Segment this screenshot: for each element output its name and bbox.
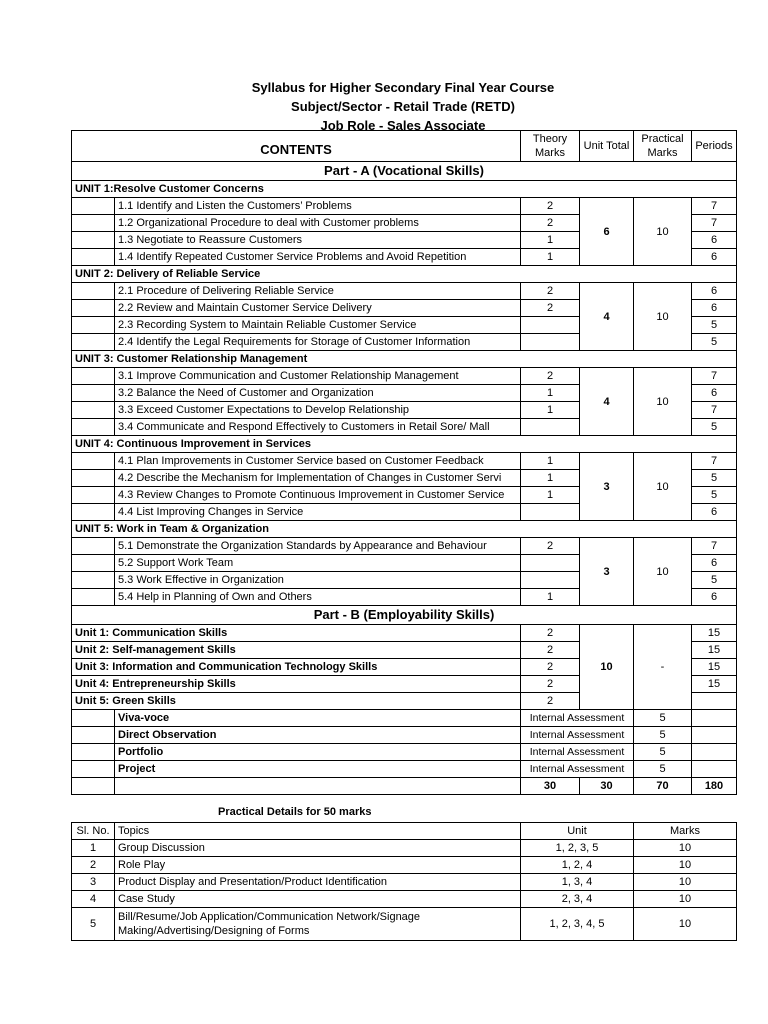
periods: 6 — [692, 385, 737, 402]
assessment-row — [72, 744, 737, 761]
topic-name: 3.1 Improve Communication and Customer Relationship Management — [115, 368, 521, 385]
unit-total-header: Unit Total — [580, 131, 634, 162]
theory-marks: 1 — [521, 487, 580, 504]
indent-cell — [72, 385, 115, 402]
unit-total: 4 — [580, 283, 634, 351]
practical-marks-value: 10 — [634, 874, 737, 891]
practical-row — [72, 857, 737, 874]
indent-cell — [72, 283, 115, 300]
practical-marks: 10 — [634, 538, 692, 606]
practical-marks: 10 — [634, 453, 692, 521]
theory-marks: 2 — [521, 538, 580, 555]
theory-marks: 2 — [521, 642, 580, 659]
sl-no: 1 — [72, 840, 115, 857]
indent-cell — [72, 778, 115, 795]
topic-name: 2.1 Procedure of Delivering Reliable Service — [115, 283, 521, 300]
unit-total: 6 — [580, 198, 634, 266]
topic-name: 5.3 Work Effective in Organization — [115, 572, 521, 589]
topic-name: 2.4 Identify the Legal Requirements for Storage of Customer Information — [115, 334, 521, 351]
theory-marks: 1 — [521, 249, 580, 266]
practical-details-caption: Practical Details for 50 marks — [218, 806, 372, 818]
practical-marks-value: 10 — [634, 891, 737, 908]
indent-cell — [72, 710, 115, 727]
topic-name: 5.2 Support Work Team — [115, 555, 521, 572]
practical-row — [72, 874, 737, 891]
periods: 5 — [692, 470, 737, 487]
practical-topic: Product Display and Presentation/Product Identification — [115, 874, 521, 891]
empty-cell — [692, 744, 737, 761]
indent-cell — [72, 198, 115, 215]
part-a-title-row — [72, 162, 737, 181]
unit-heading: UNIT 3: Customer Relationship Management — [72, 351, 737, 368]
periods: 7 — [692, 198, 737, 215]
sl-no: 3 — [72, 874, 115, 891]
periods: 7 — [692, 368, 737, 385]
theory-marks: 2 — [521, 625, 580, 642]
periods: 7 — [692, 402, 737, 419]
indent-cell — [72, 317, 115, 334]
assessment-name: Viva-voce — [115, 710, 521, 727]
practical-unit: 1, 2, 3, 5 — [521, 840, 634, 857]
periods: 7 — [692, 453, 737, 470]
assessment-marks: 5 — [634, 727, 692, 744]
indent-cell — [72, 470, 115, 487]
theory-marks: 2 — [521, 198, 580, 215]
indent-cell — [72, 300, 115, 317]
theory-marks: 1 — [521, 385, 580, 402]
periods: 6 — [692, 504, 737, 521]
topic-name: 3.4 Communicate and Respond Effectively to Customers in Retail Sore/ Mall — [115, 419, 521, 436]
practical-marks-value: 10 — [634, 857, 737, 874]
indent-cell — [72, 334, 115, 351]
title-line-2: Subject/Sector - Retail Trade (RETD) — [291, 99, 515, 114]
practical-topic: Case Study — [115, 891, 521, 908]
unit-total: 3 — [580, 538, 634, 606]
topics-header: Topics — [115, 823, 521, 840]
topic-row — [72, 453, 737, 470]
practical-marks: 10 — [634, 198, 692, 266]
header-row — [72, 131, 737, 162]
totals-row — [72, 778, 737, 795]
indent-cell — [72, 419, 115, 436]
practical-marks-header: Practical Marks — [634, 131, 692, 162]
theory-marks: 2 — [521, 283, 580, 300]
total-theory: 30 — [521, 778, 580, 795]
sl-no: 2 — [72, 857, 115, 874]
title-line-3: Job Role - Sales Associate — [320, 118, 486, 133]
practical-marks: - — [634, 625, 692, 710]
theory-marks — [521, 555, 580, 572]
assessment-row — [72, 727, 737, 744]
unit-heading: UNIT 2: Delivery of Reliable Service — [72, 266, 737, 283]
practical-row — [72, 840, 737, 857]
topic-name: 4.3 Review Changes to Promote Continuous Improvement in Customer Service — [115, 487, 521, 504]
theory-marks-header: Theory Marks — [521, 131, 580, 162]
empty-cell — [692, 727, 737, 744]
theory-marks: 2 — [521, 693, 580, 710]
indent-cell — [72, 232, 115, 249]
periods: 6 — [692, 283, 737, 300]
unit-heading-row — [72, 351, 737, 368]
assessment-name: Project — [115, 761, 521, 778]
assessment-marks: 5 — [634, 761, 692, 778]
assessment-type: Internal Assessment — [521, 727, 634, 744]
assessment-row — [72, 710, 737, 727]
indent-cell — [72, 761, 115, 778]
part-a-title: Part - A (Vocational Skills) — [72, 162, 737, 181]
periods: 15 — [692, 659, 737, 676]
title-line-1: Syllabus for Higher Secondary Final Year Course — [251, 80, 555, 95]
topic-name: 1.4 Identify Repeated Customer Service Problems and Avoid Repetition — [115, 249, 521, 266]
topic-name: 1.2 Organizational Procedure to deal with Customer problems — [115, 215, 521, 232]
topic-name: 5.4 Help in Planning of Own and Others — [115, 589, 521, 606]
total-practical: 70 — [634, 778, 692, 795]
periods: 6 — [692, 232, 737, 249]
theory-marks — [521, 419, 580, 436]
practical-topic: Group Discussion — [115, 840, 521, 857]
topic-name: 3.2 Balance the Need of Customer and Organization — [115, 385, 521, 402]
unit-heading-row — [72, 436, 737, 453]
theory-marks: 1 — [521, 589, 580, 606]
periods: 5 — [692, 572, 737, 589]
periods: 15 — [692, 642, 737, 659]
periods: 6 — [692, 555, 737, 572]
employability-unit-row — [72, 625, 737, 642]
assessment-marks: 5 — [634, 744, 692, 761]
unit-total: 3 — [580, 453, 634, 521]
indent-cell — [72, 504, 115, 521]
document-title-block — [0, 78, 768, 135]
theory-marks — [521, 334, 580, 351]
theory-marks: 1 — [521, 470, 580, 487]
practical-unit: 1, 2, 4 — [521, 857, 634, 874]
indent-cell — [72, 572, 115, 589]
periods: 5 — [692, 317, 737, 334]
topic-row — [72, 283, 737, 300]
topic-name: 2.2 Review and Maintain Customer Service Delivery — [115, 300, 521, 317]
indent-cell — [72, 727, 115, 744]
employability-unit-name: Unit 2: Self-management Skills — [72, 642, 521, 659]
theory-marks: 2 — [521, 215, 580, 232]
topic-name: 2.3 Recording System to Maintain Reliable Customer Service — [115, 317, 521, 334]
unit-header: Unit — [521, 823, 634, 840]
theory-marks: 1 — [521, 232, 580, 249]
theory-marks: 2 — [521, 676, 580, 693]
topic-name: 4.4 List Improving Changes in Service — [115, 504, 521, 521]
contents-header: CONTENTS — [72, 131, 521, 162]
periods: 7 — [692, 538, 737, 555]
practical-marks-value: 10 — [634, 908, 737, 941]
syllabus-table — [71, 130, 737, 795]
periods: 7 — [692, 215, 737, 232]
theory-marks: 1 — [521, 453, 580, 470]
periods: 15 — [692, 625, 737, 642]
unit-heading: UNIT 1:Resolve Customer Concerns — [72, 181, 737, 198]
assessment-row — [72, 761, 737, 778]
topic-row — [72, 198, 737, 215]
assessment-name: Direct Observation — [115, 727, 521, 744]
indent-cell — [72, 215, 115, 232]
assessment-name: Portfolio — [115, 744, 521, 761]
theory-marks: 1 — [521, 402, 580, 419]
topic-name: 4.2 Describe the Mechanism for Implementation of Changes in Customer Servi — [115, 470, 521, 487]
practical-unit: 2, 3, 4 — [521, 891, 634, 908]
sl-no: 4 — [72, 891, 115, 908]
practical-topic: Role Play — [115, 857, 521, 874]
indent-cell — [72, 744, 115, 761]
sl-no-header: Sl. No. — [72, 823, 115, 840]
indent-cell — [72, 402, 115, 419]
indent-cell — [72, 589, 115, 606]
assessment-type: Internal Assessment — [521, 761, 634, 778]
unit-total: 10 — [580, 625, 634, 710]
employability-unit-name: Unit 3: Information and Communication Technology Skills — [72, 659, 521, 676]
empty-cell — [115, 778, 521, 795]
employability-unit-name: Unit 4: Entrepreneurship Skills — [72, 676, 521, 693]
theory-marks — [521, 572, 580, 589]
indent-cell — [72, 538, 115, 555]
sl-no: 5 — [72, 908, 115, 941]
theory-marks: 2 — [521, 659, 580, 676]
topic-name: 1.3 Negotiate to Reassure Customers — [115, 232, 521, 249]
periods-header: Periods — [692, 131, 737, 162]
topic-row — [72, 368, 737, 385]
unit-heading-row — [72, 266, 737, 283]
practical-row — [72, 908, 737, 941]
theory-marks — [521, 317, 580, 334]
periods: 5 — [692, 334, 737, 351]
indent-cell — [72, 555, 115, 572]
unit-heading-row — [72, 521, 737, 538]
topic-name: 3.3 Exceed Customer Expectations to Develop Relationship — [115, 402, 521, 419]
indent-cell — [72, 487, 115, 504]
topic-name: 5.1 Demonstrate the Organization Standards by Appearance and Behaviour — [115, 538, 521, 555]
total-periods: 180 — [692, 778, 737, 795]
part-b-title-row — [72, 606, 737, 625]
practical-unit: 1, 3, 4 — [521, 874, 634, 891]
practical-row — [72, 891, 737, 908]
practical-marks: 10 — [634, 283, 692, 351]
theory-marks: 2 — [521, 368, 580, 385]
periods — [692, 693, 737, 710]
topic-name: 1.1 Identify and Listen the Customers’ Problems — [115, 198, 521, 215]
periods: 5 — [692, 487, 737, 504]
unit-total: 4 — [580, 368, 634, 436]
unit-heading: UNIT 5: Work in Team & Organization — [72, 521, 737, 538]
unit-heading-row — [72, 181, 737, 198]
unit-heading: UNIT 4: Continuous Improvement in Services — [72, 436, 737, 453]
practical-unit: 1, 2, 3, 4, 5 — [521, 908, 634, 941]
assessment-type: Internal Assessment — [521, 744, 634, 761]
empty-cell — [692, 761, 737, 778]
practical-topic: Bill/Resume/Job Application/Communication Network/Signage Making/Advertising/Designing of Forms — [115, 908, 521, 941]
indent-cell — [72, 368, 115, 385]
topic-name: 4.1 Plan Improvements in Customer Service based on Customer Feedback — [115, 453, 521, 470]
assessment-marks: 5 — [634, 710, 692, 727]
employability-unit-name: Unit 1: Communication Skills — [72, 625, 521, 642]
periods: 6 — [692, 589, 737, 606]
topic-row — [72, 538, 737, 555]
empty-cell — [692, 710, 737, 727]
periods: 6 — [692, 249, 737, 266]
practical-header-row — [72, 823, 737, 840]
indent-cell — [72, 453, 115, 470]
practical-details-table — [71, 822, 737, 941]
employability-unit-name: Unit 5: Green Skills — [72, 693, 521, 710]
indent-cell — [72, 249, 115, 266]
theory-marks — [521, 504, 580, 521]
practical-marks-value: 10 — [634, 840, 737, 857]
periods: 6 — [692, 300, 737, 317]
total-unit: 30 — [580, 778, 634, 795]
periods: 15 — [692, 676, 737, 693]
assessment-type: Internal Assessment — [521, 710, 634, 727]
periods: 5 — [692, 419, 737, 436]
practical-marks: 10 — [634, 368, 692, 436]
part-b-title: Part - B (Employability Skills) — [72, 606, 737, 625]
marks-header: Marks — [634, 823, 737, 840]
theory-marks: 2 — [521, 300, 580, 317]
